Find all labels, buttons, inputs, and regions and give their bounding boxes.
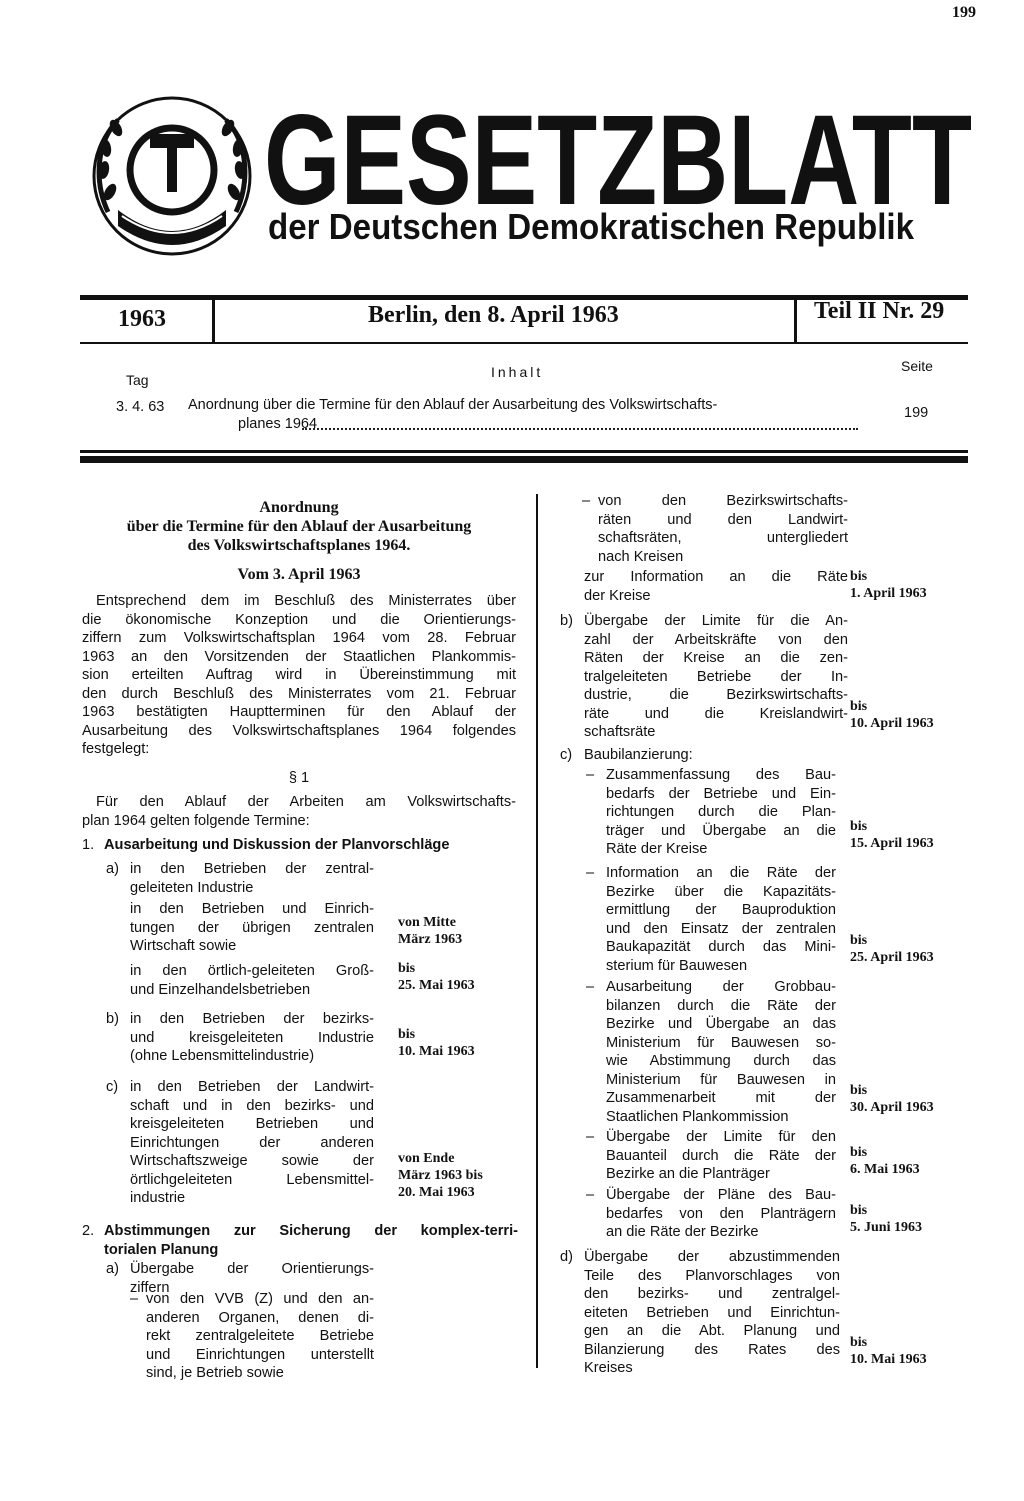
right-c-item	[606, 1186, 836, 1242]
preamble-line: 1963 an den Vorsitzenden der Staatlichen Plankommis-	[82, 648, 516, 665]
right-b-line: schaftsräte	[584, 724, 656, 740]
item2-a-line: Übergabe der Orientierungs-	[130, 1261, 374, 1277]
item1-a-sub1-date	[398, 914, 462, 948]
article-title-line2: über die Termine für den Ablauf der Ausarbeitung	[126, 518, 472, 535]
item1-a-sub1	[130, 900, 374, 956]
right-d-line: den bezirks- und zentralgel-	[584, 1286, 840, 1302]
toc-col-day: Tag	[126, 372, 149, 388]
right-c-item-line: Übergabe der Pläne des Bau-	[606, 1187, 836, 1203]
issue-bar-divider-right	[794, 298, 797, 342]
right-c-item	[606, 864, 836, 975]
right-c-item-date	[850, 1202, 922, 1236]
section-intro-line: plan 1964 gelten folgende Termine:	[82, 812, 310, 829]
right-d-date	[850, 1334, 927, 1368]
right-c-item-line: sterium für Bauwesen	[606, 957, 748, 974]
right-b-line: Übergabe der Limite für die An-	[584, 613, 848, 629]
item2-heading-line: torialen Planung	[104, 1241, 219, 1258]
masthead-title-text: GESETZBLATT	[264, 89, 972, 226]
right-b-line: räte und die Kreislandwirt-	[584, 705, 848, 722]
item1-a-sub2-line: und Einzelhandelsbetrieben	[130, 981, 311, 998]
right-d-text	[584, 1248, 840, 1378]
dash-mark: –	[586, 767, 595, 783]
item1-c-text	[130, 1078, 374, 1208]
item2-a-dash1-line: rekt zentralgeleitete Betriebe	[146, 1328, 374, 1344]
item1-c-line: kreisgeleiteten Betrieben und	[130, 1116, 374, 1132]
item1-heading: Ausarbeitung und Diskussion der Planvorschläge	[104, 837, 450, 853]
item1-a-sub2-line: in den örtlich-geleiteten Groß-	[130, 963, 374, 979]
right-c-item-line: wie Abstimmung durch das	[606, 1053, 836, 1069]
item2-heading	[104, 1222, 518, 1259]
dash-mark: –	[586, 979, 595, 995]
item1-b-line: in den Betrieben der bezirks-	[130, 1011, 374, 1027]
dash-mark: –	[586, 1187, 595, 1203]
section-intro-line: Für den Ablauf der Arbeiten am Volkswirtschafts-	[96, 794, 516, 810]
right-a-dash2-line: räten und den Landwirt-	[598, 511, 848, 528]
item1-c-line: Wirtschaftszweige sowie der	[130, 1153, 374, 1169]
toc-heading: Inhalt	[491, 364, 544, 380]
preamble-line: die ökonomische Konzeption und die Orientierungs-	[82, 611, 516, 628]
item2-a-label: a)	[106, 1261, 119, 1277]
right-a-dash2-line: schaftsräten, untergliedert	[598, 530, 848, 546]
item1-a-sub2-date	[398, 960, 475, 994]
preamble-line: Ausarbeitung des Volkswirtschaftsplanes 1964 folgendes	[82, 722, 516, 739]
toc-col-page: Seite	[901, 358, 933, 374]
toc-entry-day: 3. 4. 63	[116, 399, 165, 415]
right-c-item-line: Zusammenarbeit mit der	[606, 1090, 836, 1106]
item1-number: 1.	[82, 837, 95, 853]
toc-entry-text-line2: planes 1964	[238, 416, 318, 432]
date-line: bis	[850, 1335, 868, 1350]
date-line: 5. Juni 1963	[850, 1220, 922, 1235]
date-line: bis	[398, 1027, 416, 1042]
masthead-subtitle: der Deutschen Demokratischen Republik	[268, 206, 915, 247]
right-c-item-line: bilanzen durch die Räte der	[606, 997, 836, 1014]
right-b-line: Räten der Kreise an die zen-	[584, 650, 848, 666]
item1-c-label: c)	[106, 1079, 119, 1095]
item2-a-dash1-line: von den VVB (Z) und den an-	[146, 1291, 374, 1307]
date-line: bis	[398, 961, 416, 976]
right-d-line: Übergabe der abzustimmenden	[584, 1249, 840, 1265]
date-line: bis	[850, 1083, 868, 1098]
preamble-line: 1963 bestätigten Hauptterminen für den Ablauf der	[82, 704, 516, 720]
page-number: 199	[952, 4, 976, 21]
right-c-item	[606, 1128, 836, 1184]
dash-mark: –	[130, 1291, 139, 1307]
item2-a-dash1-line: und Einrichtungen unterstellt	[146, 1346, 374, 1363]
item1-a-sub1-line: tungen der übrigen zentralen	[130, 919, 374, 936]
preamble-line: sion erteilten Auftrag wird in Übereinstimmung mit	[82, 667, 516, 683]
column-divider	[536, 494, 538, 1368]
item2-number: 2.	[82, 1223, 95, 1239]
toc-entry-page: 199	[904, 405, 929, 421]
item1-c-line: örtlichgeleiteten Lebensmittel-	[130, 1171, 374, 1188]
left-column	[82, 498, 516, 1390]
date-line: 1. April 1963	[850, 586, 927, 601]
date-line: 10. Mai 1963	[850, 1352, 927, 1367]
right-a-dash2	[598, 492, 848, 566]
right-b-text	[584, 612, 848, 742]
item1-a-text	[130, 860, 374, 897]
right-a-info-line: der Kreise	[584, 587, 651, 604]
dash-mark: –	[586, 1129, 595, 1145]
article-date: Vom 3. April 1963	[237, 566, 361, 583]
right-c-item-line: Zusammenfassung des Bau-	[606, 767, 836, 783]
issue-year: 1963	[118, 306, 166, 332]
issue-part: Teil II Nr. 29	[814, 298, 945, 324]
item1-c-line: Einrichtungen der anderen	[130, 1134, 374, 1151]
right-a-dash2-line: von den Bezirkswirtschafts-	[598, 493, 848, 509]
date-line: bis	[850, 699, 868, 714]
item1-c-line: in den Betrieben der Landwirt-	[130, 1079, 374, 1095]
right-c-item-line: Bauanteil durch die Räte der	[606, 1147, 836, 1164]
right-c-item-line: bedarfes von den Planträgern	[606, 1205, 836, 1222]
right-b-date	[850, 698, 934, 732]
date-line: bis	[850, 933, 868, 948]
right-c-item-line: richtungen durch die Plan-	[606, 804, 836, 820]
item1-a-sub2	[130, 962, 374, 999]
item2-a-dash1-line: sind, je Betrieb sowie	[146, 1365, 284, 1381]
preamble	[82, 592, 516, 759]
preamble-line: festgelegt:	[82, 741, 150, 757]
item1-a-sub1-line: in den Betrieben und Einrich-	[130, 901, 374, 917]
preamble-line: ziffern zum Volkswirtschaftsplan 1964 vom 28. Februar	[82, 630, 516, 646]
date-line: 6. Mai 1963	[850, 1162, 920, 1177]
item1-a-line: in den Betrieben der zentral-	[130, 861, 374, 877]
right-b-line: zahl der Arbeitskräfte von den	[584, 631, 848, 648]
item1-b-line: (ohne Lebensmittelindustrie)	[130, 1048, 315, 1064]
right-c-heading: Baubilanzierung:	[584, 747, 693, 763]
date-line: 25. April 1963	[850, 950, 934, 965]
date-line: von Mitte	[398, 915, 456, 930]
item1-b-date	[398, 1026, 475, 1060]
right-c-item-line: an die Räte der Bezirke	[606, 1224, 759, 1240]
date-line: bis	[850, 1145, 868, 1160]
date-line: März 1963 bis	[398, 1168, 483, 1183]
right-b-label: b)	[560, 613, 573, 629]
date-line: von Ende	[398, 1151, 455, 1166]
right-c-item-line: Ministerium für Bauwesen in	[606, 1071, 836, 1088]
right-c-item-line: bedarfs der Betriebe und Ein-	[606, 785, 836, 802]
item2-a-line: ziffern	[130, 1279, 170, 1296]
item1-b-text	[130, 1010, 374, 1066]
item1-c-line: schaft und in den bezirks- und	[130, 1097, 374, 1114]
right-d-line: Teile des Planvorschlages von	[584, 1267, 840, 1284]
right-column	[560, 492, 976, 1376]
right-c-item-date	[850, 818, 934, 852]
item2-heading-line: Abstimmungen zur Sicherung der komplex-terri-	[104, 1223, 518, 1239]
right-a-info	[584, 568, 848, 605]
right-c-item-line: ermittlung der Bauproduktion	[606, 902, 836, 918]
toc-dot-leader	[302, 428, 858, 430]
right-d-line: gen an die Abt. Planung und	[584, 1323, 840, 1339]
right-c-item-date	[850, 1144, 920, 1178]
right-a-dash2-line: nach Kreisen	[598, 548, 684, 565]
right-c-item-date	[850, 1082, 934, 1116]
date-line: 25. Mai 1963	[398, 978, 475, 993]
item1-c-date	[398, 1150, 483, 1201]
right-c-item	[606, 766, 836, 859]
right-a-date	[850, 568, 927, 602]
item1-a-line: geleiteten Industrie	[130, 879, 254, 896]
right-c-item-line: Räte der Kreise	[606, 841, 708, 857]
right-c-item-line: Baukapazität durch das Mini-	[606, 939, 836, 955]
item1-b-label: b)	[106, 1011, 119, 1027]
right-c-item-line: Übergabe der Limite für den	[606, 1129, 836, 1145]
item1-body	[82, 860, 518, 1296]
item1-heading-row	[82, 836, 516, 856]
date-line: 20. Mai 1963	[398, 1185, 475, 1200]
right-c-item	[606, 978, 836, 1126]
preamble-line: den durch Beschluß des Ministerrates vom 21. Februar	[82, 685, 516, 702]
right-b-line: dustrie, die Bezirkswirtschafts-	[584, 687, 848, 703]
date-line: 15. April 1963	[850, 836, 934, 851]
right-c-label: c)	[560, 747, 573, 763]
item1-c-line: industrie	[130, 1190, 186, 1206]
item2-a-dash1-line: anderen Organen, denen di-	[146, 1309, 374, 1326]
right-c-item-line: und den Einsatz der zentralen	[606, 920, 836, 937]
date-line: 30. April 1963	[850, 1100, 934, 1115]
right-a-info-line: zur Information an die Räte	[584, 569, 848, 585]
right-c-item-line: Ministerium für Bauwesen so-	[606, 1034, 836, 1051]
date-line: bis	[850, 569, 868, 584]
issue-bar-divider-left	[212, 298, 215, 342]
contents-rule-thick	[80, 456, 968, 463]
masthead-title	[264, 86, 994, 226]
contents-rule-thin	[80, 450, 968, 453]
state-emblem-icon	[88, 92, 256, 262]
date-line: bis	[850, 819, 868, 834]
right-d-line: eiteten Betrieben und Einrichtun-	[584, 1304, 840, 1321]
item2-a-dash1-text	[146, 1290, 374, 1383]
right-d-line: Kreises	[584, 1360, 633, 1376]
right-c-item-line: Bezirke an die Planträger	[606, 1166, 770, 1182]
item1-a-label: a)	[106, 861, 119, 877]
right-d-label: d)	[560, 1249, 573, 1265]
item2-a-dash1	[82, 1290, 516, 1390]
date-line: 10. April 1963	[850, 716, 934, 731]
right-c-item-line: Bezirke über die Kapazitäts-	[606, 883, 836, 900]
right-c-item-line: Staatlichen Plankommission	[606, 1108, 789, 1125]
date-line: bis	[850, 1203, 868, 1218]
preamble-line: Entsprechend dem im Beschluß des Ministerrates über	[96, 593, 516, 609]
dash-mark: –	[582, 493, 591, 509]
right-c-item-line: Information an die Räte der	[606, 865, 836, 881]
right-c-item-line: Bezirke und Übergabe an das	[606, 1016, 836, 1032]
right-c-item-line: träger und Übergabe an die	[606, 822, 836, 839]
right-c-item-line: Ausarbeitung der Grobbau-	[606, 979, 836, 995]
item1-b-line: und kreisgeleiteten Industrie	[130, 1029, 374, 1046]
date-line: März 1963	[398, 932, 463, 947]
item1-a-sub1-line: Wirtschaft sowie	[130, 938, 237, 954]
issue-bar-bottom-rule	[80, 342, 968, 344]
right-c-item-date	[850, 932, 934, 966]
dash-mark: –	[586, 865, 595, 881]
article-title-line3: des Volkswirtschaftsplanes 1964.	[187, 537, 411, 554]
section-mark: § 1	[288, 769, 310, 786]
right-b-line: tralgeleiteten Betriebe der In-	[584, 668, 848, 685]
issue-place-date: Berlin, den 8. April 1963	[368, 302, 619, 328]
right-d-line: Bilanzierung des Rates des	[584, 1341, 840, 1358]
article-title-line1: Anordnung	[259, 499, 339, 516]
date-line: 10. Mai 1963	[398, 1044, 475, 1059]
toc-entry-text-line1: Anordnung über die Termine für den Ablauf der Ausarbeitung des Volkswirtschafts-	[188, 397, 718, 413]
